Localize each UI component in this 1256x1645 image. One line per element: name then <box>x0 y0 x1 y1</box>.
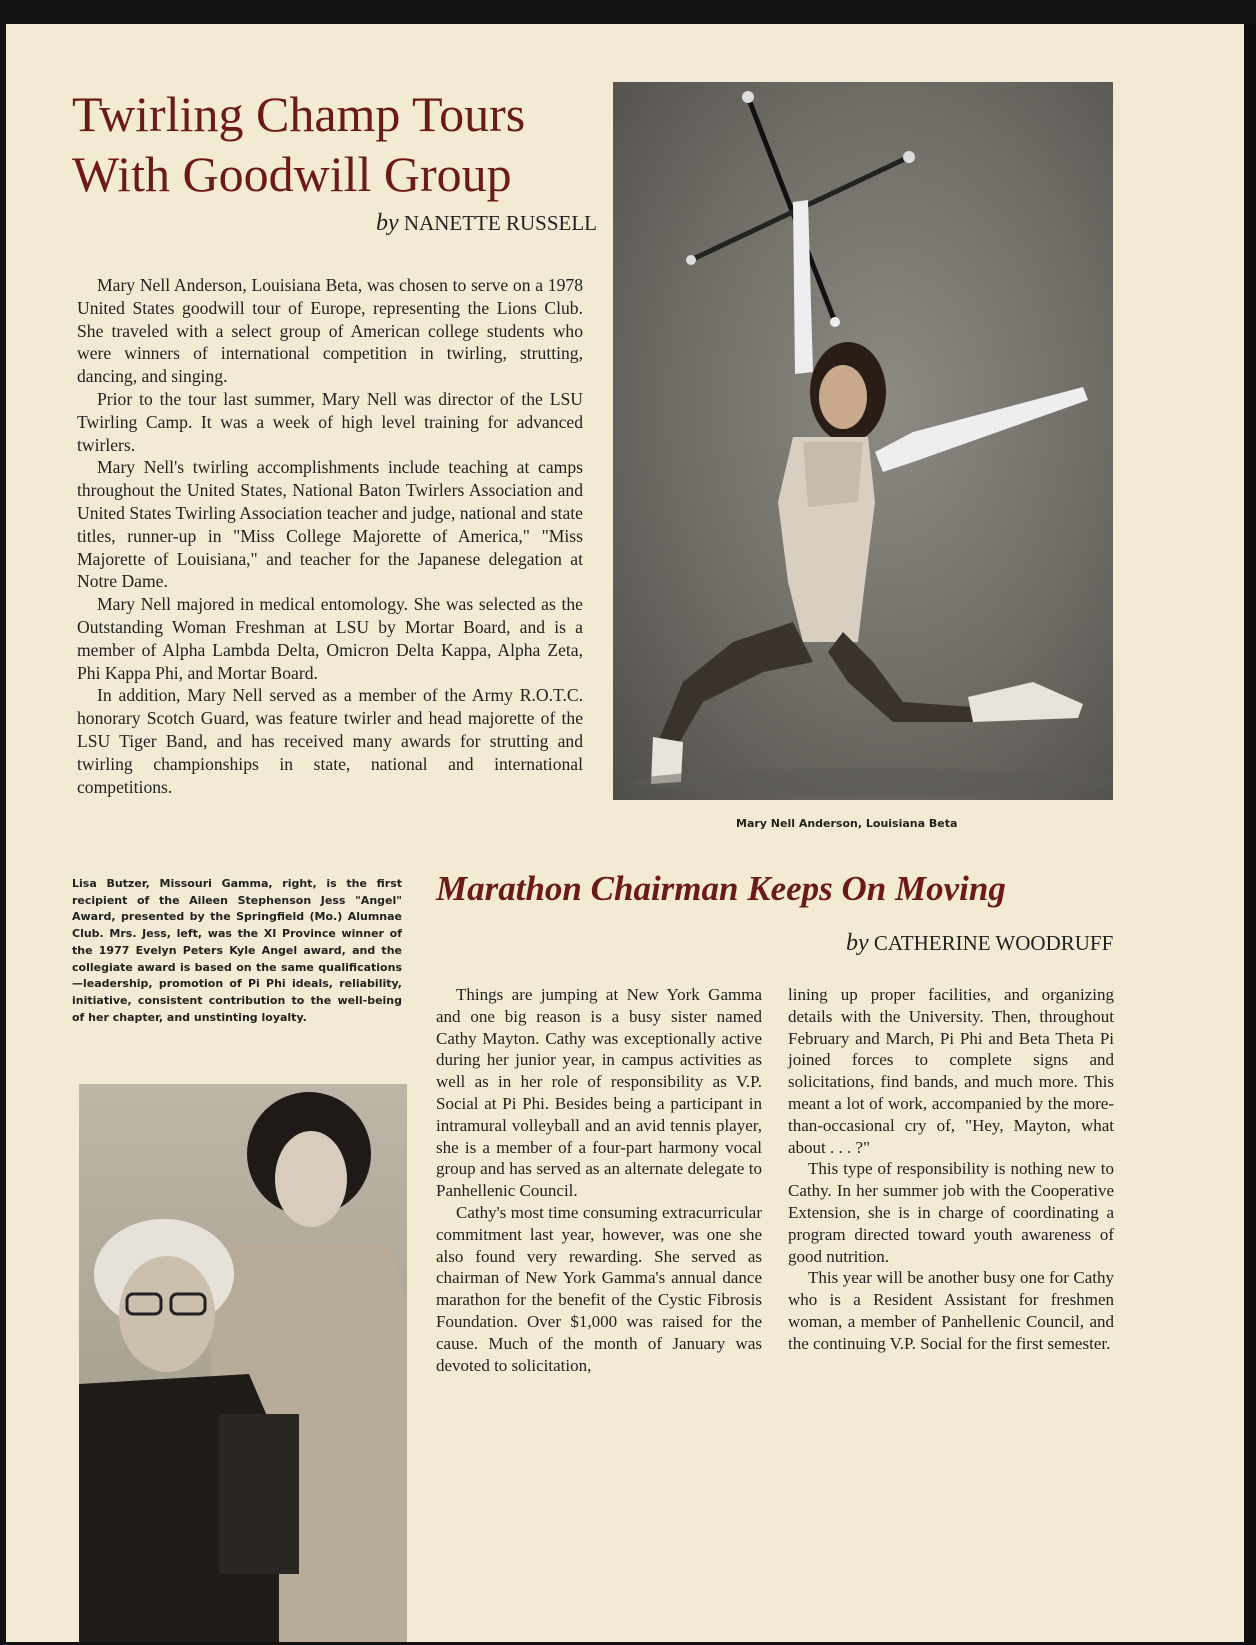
paragraph: Mary Nell's twirling accomplishments include teaching at camps throughout the United States, National Baton Twirlers Association and United States Twirling Association teacher and judge, national and state titles, runner-up in "Miss College Majorette of America," "Miss Majorette of Louisiana," and teacher for the Japanese delegation at Notre Dame. <box>77 457 583 592</box>
paragraph: Things are jumping at New York Gamma and one big reason is a busy sister named Cathy Mayton. Cathy was exceptionally active during her junior year, in campus activities as well as in her role of responsibility as V.P. Social at Pi Phi. Besides being a participant in intramural volleyball and an avid tennis player, she is a member of a four-part harmony vocal group and has served as an alternate delegate to Panhellenic Council. <box>436 985 762 1201</box>
article1-title <box>72 84 592 204</box>
award-photo-figures <box>79 1084 407 1642</box>
paragraph: This type of responsibility is nothing new to Cathy. In her summer job with the Cooperative Extension, she is in charge of coordinating a program directed toward youth awareness of good nutrition. <box>788 1159 1114 1266</box>
article2-title: Marathon Chairman Keeps On Moving <box>436 869 1006 908</box>
twirler-photo <box>613 82 1113 800</box>
article1-title-line2: With Goodwill Group <box>72 146 512 202</box>
article2-column-2 <box>788 984 1114 1355</box>
paragraph: This year will be another busy one for Cathy who is a Resident Assistant for freshmen woman, a member of Panhellenic Council, and the continuing V.P. Social for the first semester. <box>788 1268 1114 1353</box>
article1-title-line1: Twirling Champ Tours <box>72 86 526 142</box>
byline-prefix: by <box>376 210 399 236</box>
article1-body <box>77 274 583 798</box>
byline-author: CATHERINE WOODRUFF <box>873 931 1114 955</box>
article1-byline <box>376 210 597 237</box>
award-photo-caption: Lisa Butzer, Missouri Gamma, right, is the first recipient of the Aileen Stephenson Jess "Angel" Award, presented by the Springfield (Mo.) Alumnae Club. Mrs. Jess, left, was the XI Province winner of the 1977 Evelyn Peters Kyle Angel award, and the collegiate award is based on the same qualifications—leadership, promotion of Pi Phi ideals, reliability, initiative, consistent contribution to the well-being of her chapter, and unstinting loyalty. <box>72 877 402 1024</box>
paragraph: Prior to the tour last summer, Mary Nell was director of the LSU Twirling Camp. It was a week of high level training for advanced twirlers. <box>77 388 583 455</box>
article2-column-1 <box>436 984 762 1376</box>
award-photo <box>79 1084 407 1642</box>
byline-author: NANETTE RUSSELL <box>403 211 597 235</box>
paragraph: Mary Nell majored in medical entomology. She was selected as the Outstanding Woman Freshman at LSU by Mortar Board, and is a member of Alpha Lambda Delta, Omicron Delta Kappa, Alpha Zeta, Phi Kappa Phi, and Mortar Board. <box>77 594 583 683</box>
twirler-figure <box>613 82 1113 800</box>
byline-prefix: by <box>846 930 869 956</box>
paragraph: In addition, Mary Nell served as a member of the Army R.O.T.C. honorary Scotch Guard, was feature twirler and head majorette of the LSU Tiger Band, and has received many awards for strutting and twirling championships in state, national and international competitions. <box>77 685 583 797</box>
paragraph: Cathy's most time consuming extracurricular commitment last year, however, was one she also found very rewarding. She served as chairman of New York Gamma's annual dance marathon for the benefit of the Cystic Fibrosis Foundation. Over $1,000 was raised for the cause. Much of the month of January was devoted to solicitation, <box>436 1202 762 1375</box>
article2-byline <box>846 930 1113 957</box>
twirler-photo-caption: Mary Nell Anderson, Louisiana Beta <box>736 817 958 830</box>
paragraph: Mary Nell Anderson, Louisiana Beta, was chosen to serve on a 1978 United States goodwill tour of Europe, representing the Lions Club. She traveled with a select group of American college students who were winners of international competition in twirling, strutting, dancing, and singing. <box>77 275 583 387</box>
magazine-page <box>6 24 1250 1642</box>
paragraph-continued: lining up proper facilities, and organizing details with the University. Then, throughout February and March, Pi Phi and Beta Theta Pi joined forces to complete signs and solicitations, find bands, and much more. This meant a lot of work, accompanied by the more-than-occasional cry of, "Hey, Mayton, what about . . . ?" <box>788 985 1114 1157</box>
page-edge <box>1244 24 1256 1645</box>
